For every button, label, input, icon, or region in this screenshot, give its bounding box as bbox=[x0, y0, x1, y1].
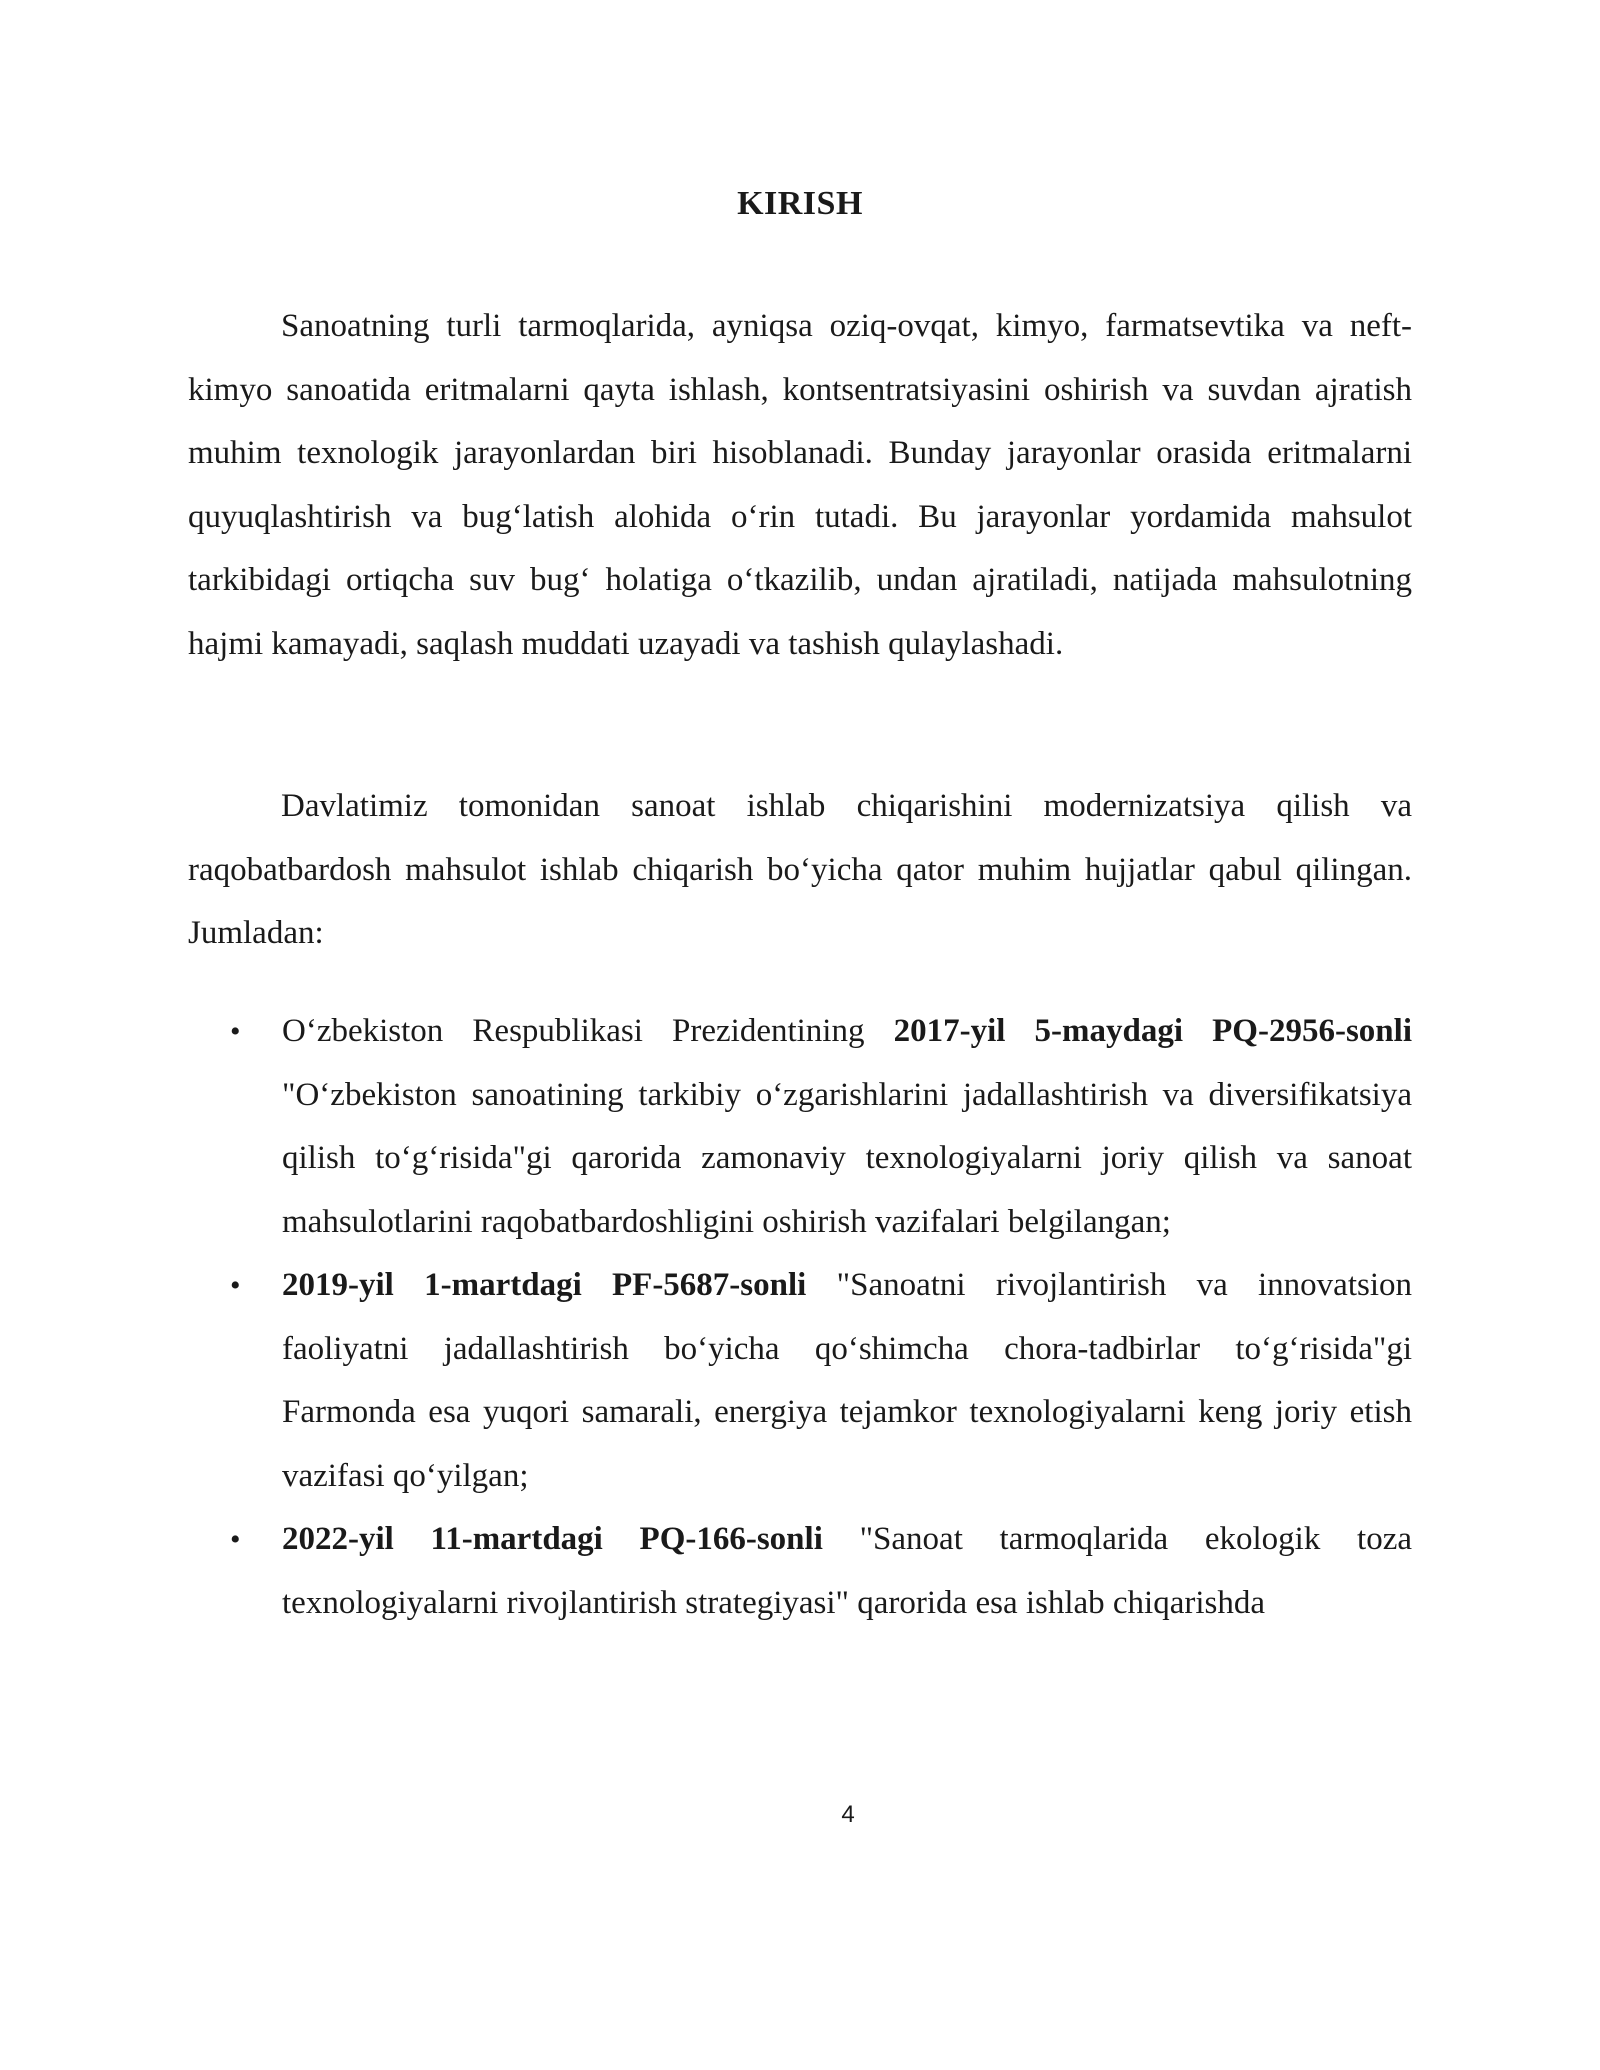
page-title: KIRISH bbox=[737, 185, 863, 222]
document-list bbox=[230, 1000, 1413, 1635]
page-number: 4 bbox=[841, 1801, 855, 1828]
list-item-reference: 2022-yil 11-martdagi PQ-166-sonli bbox=[282, 1521, 823, 1557]
list-item-reference: 2019-yil 1-martdagi PF-5687-sonli bbox=[282, 1267, 807, 1303]
intro-paragraph-1: Sanoatning turli tarmoqlarida, ayniqsa oziq-ovqat, kimyo, farmatsevtika va neft-kimyo sanoatida eritmalarni qayta ishlash, kontsentratsiyasini oshirish va suvdan ajratish muhim texnologik jarayonlardan biri hisoblanadi. Bunday jarayonlar orasida eritmalarni quyuqlashtirish va bug‘latish alohida o‘rin tutadi. Bu jarayonlar yordamida mahsulot tarkibidagi ortiqcha suv bug‘ holatiga o‘tkazilib, undan ajratiladi, natijada mahsulotning hajmi kamayadi, saqlash muddati uzayadi va tashish qulaylashadi. bbox=[188, 308, 1412, 662]
list-item-reference: 2017-yil 5-maydagi PQ-2956-sonli bbox=[893, 1013, 1412, 1049]
bullet-icon: • bbox=[230, 1523, 241, 1556]
list-item bbox=[230, 1254, 1413, 1508]
list-item-text: "Sanoatni rivojlantirish va innovatsion faoliyatni jadallashtirish bo‘yicha qo‘shimcha chora-tadbirlar to‘g‘risida"gi Farmonda esa yuqori samarali, energiya tejamkor texnologiyalarni keng joriy etish vazifasi qo‘yilgan; bbox=[282, 1267, 1413, 1494]
list-item-prefix: O‘zbekiston Respublikasi Prezidentining bbox=[282, 1013, 894, 1049]
bullet-icon: • bbox=[230, 1015, 241, 1048]
list-item-text: "O‘zbekiston sanoatining tarkibiy o‘zgarishlarini jadallashtirish va diversifikatsiya qilish to‘g‘risida"gi qarorida zamonaviy texnologiyalarni joriy qilish va sanoat mahsulotlarini raqobatbardoshligini oshirish vazifalari belgilangan; bbox=[282, 1076, 1412, 1240]
list-item-text: "Sanoat tarmoqlarida ekologik toza texnologiyalarni rivojlantirish strategiyasi" qarorida esa ishlab chiqarishda bbox=[282, 1521, 1412, 1621]
list-item bbox=[230, 1508, 1412, 1635]
list-item bbox=[230, 1000, 1412, 1254]
bullet-icon: • bbox=[230, 1269, 241, 1302]
intro-paragraph-2: Davlatimiz tomonidan sanoat ishlab chiqarishini modernizatsiya qilish va raqobatbardosh mahsulot ishlab chiqarish bo‘yicha qator muhim hujjatlar qabul qilingan. Jumladan: bbox=[188, 788, 1412, 951]
